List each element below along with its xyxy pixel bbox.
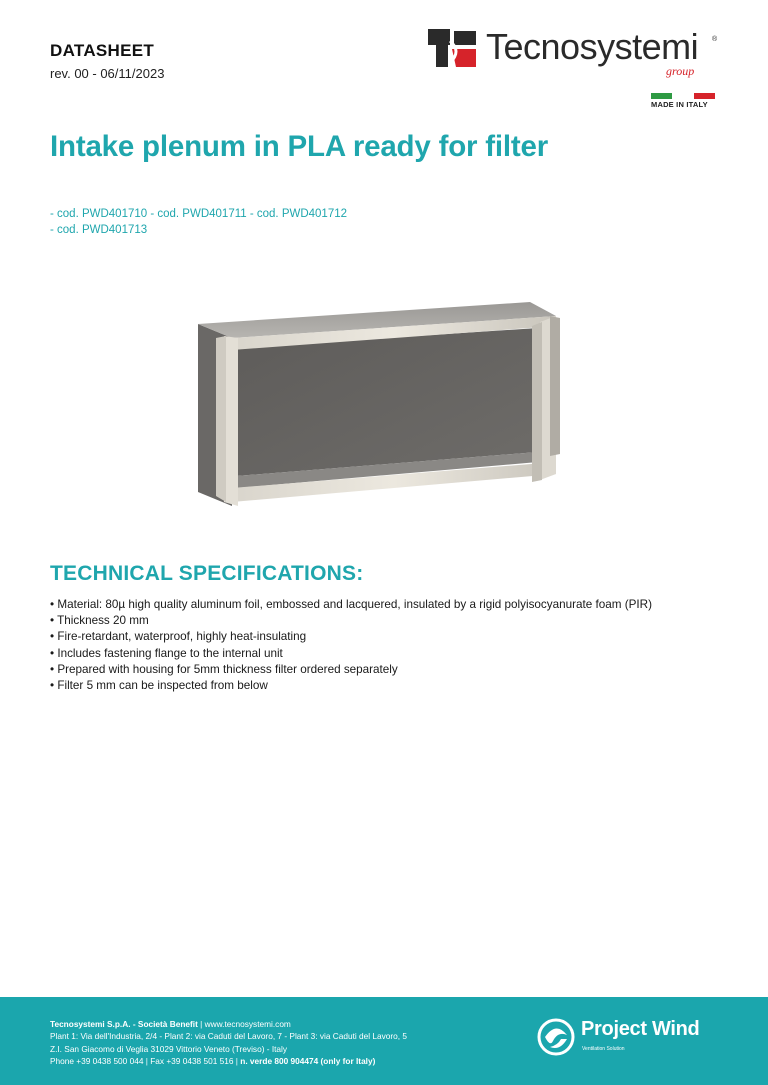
website-link[interactable]: www.tecnosystemi.com bbox=[204, 1019, 291, 1029]
footer-company-line: Tecnosystemi S.p.A. - Società Benefit | www.tecnosystemi.com bbox=[50, 1019, 291, 1029]
product-code-line: - cod. PWD401713 bbox=[50, 224, 148, 236]
spec-item: • Material: 80µ high quality aluminum foil, embossed and lacquered, insulated by a rigid polyisocyanurate foam (PIR) bbox=[50, 597, 652, 613]
tecnosystemi-logo-icon bbox=[428, 29, 480, 69]
partner-brand: Project Wind bbox=[581, 1018, 700, 1040]
italy-flag-icon bbox=[651, 93, 715, 99]
spec-item: • Filter 5 mm can be inspected from below bbox=[50, 678, 652, 694]
product-code-line: - cod. PWD401710 - cod. PWD401711 - cod. PWD401712 bbox=[50, 208, 348, 220]
registered-mark: ® bbox=[712, 36, 718, 43]
page-title: Intake plenum in PLA ready for filter bbox=[50, 130, 549, 163]
revision-date: rev. 00 - 06/11/2023 bbox=[50, 66, 165, 81]
plants-address: Plant 1: Via dell'Industria, 2/4 - Plant 2: via Caduti del Lavoro, 7 - Plant 3: via Caduti del Lavoro, 5 bbox=[50, 1031, 408, 1042]
made-in-italy-label: MADE IN ITALY bbox=[651, 100, 708, 109]
partner-tagline: Ventilation Solution bbox=[582, 1046, 625, 1052]
toll-free-number: n. verde 800 904474 (only for Italy) bbox=[240, 1056, 376, 1067]
product-codes bbox=[50, 206, 347, 238]
spec-item: • Thickness 20 mm bbox=[50, 613, 652, 629]
street-address: Z.I. San Giacomo di Veglia 31029 Vittorio Veneto (Treviso) - Italy bbox=[50, 1043, 288, 1054]
footer-contact bbox=[50, 1018, 407, 1068]
brand-group-label: group bbox=[666, 64, 695, 78]
spec-item: • Includes fastening flange to the internal unit bbox=[50, 646, 652, 662]
fax-number: Fax +39 0438 501 516 bbox=[150, 1056, 234, 1067]
spec-item: • Fire-retardant, waterproof, highly heat-insulating bbox=[50, 629, 652, 645]
brand-name: Tecnosystemi bbox=[486, 26, 699, 67]
intake-plenum-image bbox=[190, 296, 570, 511]
phone-number: Phone +39 0438 500 044 bbox=[50, 1056, 144, 1067]
specs-list bbox=[50, 597, 652, 694]
footer-phone-line: Phone +39 0438 500 044 | Fax +39 0438 501 516 | n. verde 800 904474 (only for Italy) bbox=[50, 1056, 376, 1067]
spec-item: • Prepared with housing for 5mm thickness filter ordered separately bbox=[50, 662, 652, 678]
company-name: Tecnosystemi S.p.A. - Società Benefit bbox=[50, 1019, 198, 1029]
specs-heading: TECHNICAL SPECIFICATIONS: bbox=[50, 562, 364, 585]
project-wind-logo-icon bbox=[536, 1017, 576, 1057]
doc-type-label: DATASHEET bbox=[50, 41, 155, 60]
